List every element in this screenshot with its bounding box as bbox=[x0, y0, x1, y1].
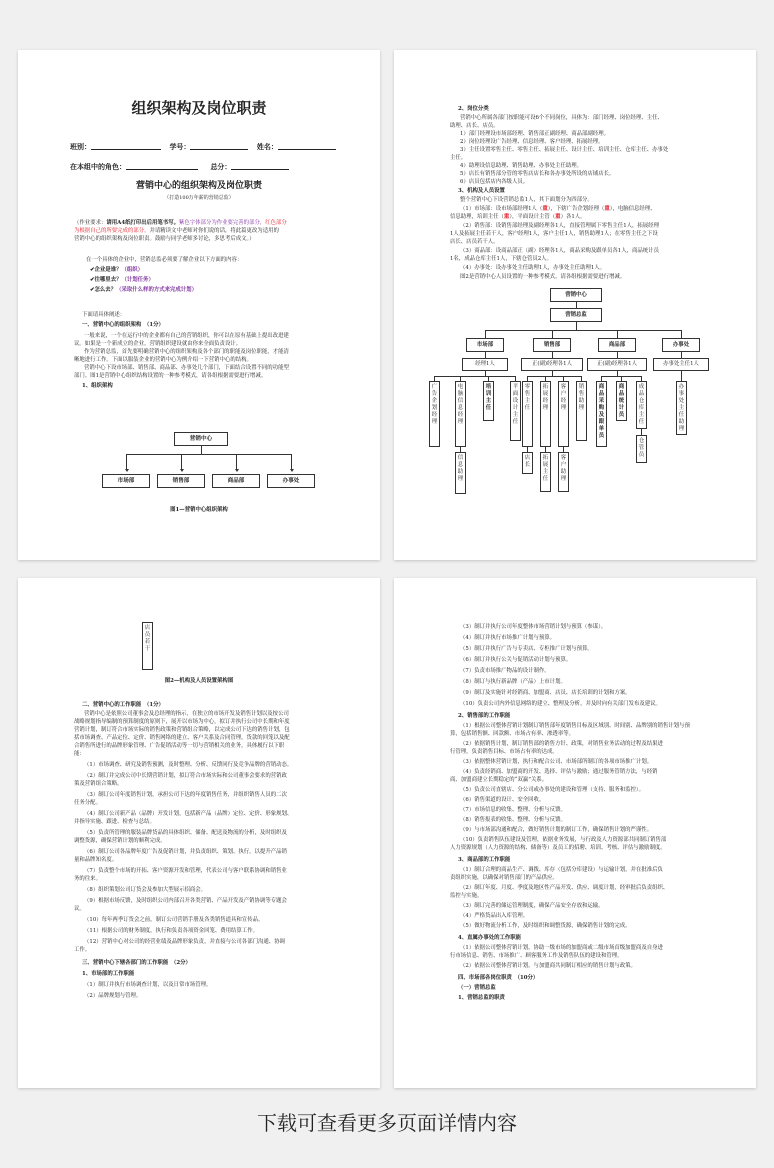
org-node-office: 办事处 bbox=[267, 474, 315, 488]
check-q-2: ✔往哪里去？ bbox=[90, 277, 122, 283]
list-item: 议。 bbox=[74, 906, 85, 912]
list-item: （3）制订并执行公司年度整体市场营销计划与预算（参谋）。 bbox=[460, 624, 607, 630]
para-line: 1）部门经理设市场部经理、销售部正副经理、商品部副经理。 bbox=[460, 131, 609, 137]
para-line: 一般来说，一个在运行中的企业都有自己的营销组织，你可以在原有基础上提出改进建 bbox=[84, 333, 289, 339]
list-item: 责组织实施，以确保对销售部门的产品供应。 bbox=[450, 875, 558, 881]
chart2-role: 电脑信息经理 bbox=[455, 381, 466, 447]
list-item: 行管理，负责销售目标、市场占有率的达成。 bbox=[450, 749, 558, 755]
list-item: （6）制订并执行公关与促销活动计划与预算。 bbox=[460, 657, 572, 663]
list-item: （10）每年两季订货会之前，制订公司营销手册及各类销售道具和宣传品。 bbox=[84, 917, 264, 923]
para-line: 作为营销总监，首先要明确营销中心的组织架构及各个部门的职能及岗位职能，才能清 bbox=[84, 349, 289, 355]
org-node-market: 市场部 bbox=[102, 474, 150, 488]
list-item: 调整货源，确保营销计划的顺利完成。 bbox=[74, 838, 166, 844]
subsection-heading: 1、市场部的工作职能 bbox=[82, 971, 135, 977]
para-line: 营销中心下设市场部、销售部、商品部、办事处几个部门，下面结合设置不同的功能型 bbox=[84, 365, 289, 371]
chart2-mgr-office: 办事处主任1人 bbox=[653, 358, 709, 371]
check-a-2: （计划任务） bbox=[121, 277, 154, 283]
figure-caption: 图1—营销中心组织架构 bbox=[170, 507, 228, 513]
chart2-role: 平面设计主任 bbox=[510, 381, 521, 441]
para-line: 1人及拓展主任若干人，客户经理1人，客户主任1人，销售助理1人；在零售主任之下设 bbox=[450, 231, 658, 237]
connector bbox=[201, 446, 202, 454]
txt: 信息助理，培训主任（ bbox=[450, 214, 504, 220]
id-label: 学号： bbox=[169, 142, 191, 151]
para-line bbox=[450, 214, 586, 222]
chart2-role: 商品采购及跟单员 bbox=[596, 381, 607, 447]
arrow-head bbox=[125, 469, 129, 472]
chart2-dept-goods: 商品部 bbox=[598, 338, 636, 352]
tag-red: 重 bbox=[555, 214, 561, 220]
subsection-heading: （一）营销总监 bbox=[458, 985, 496, 991]
list-item: （4）负责经销商、加盟商的开发、选择、评估与激励；通过服务管销方法，与经销 bbox=[460, 769, 658, 775]
section-heading: 二、营销中心的工作职能 （1分） bbox=[82, 702, 164, 708]
req-seg-5: 为根据自己的所要完成的部分， bbox=[74, 228, 150, 234]
para-line: 店长、店员若干人。 bbox=[450, 239, 499, 245]
name-label: 姓名： bbox=[256, 142, 278, 151]
connector bbox=[181, 454, 182, 470]
connector bbox=[576, 322, 577, 330]
check-a-3: （采取什么样的方式来完成计划） bbox=[116, 287, 197, 293]
chart2-sub: 仓管员 bbox=[636, 435, 647, 463]
requirement-line-3: 营销中心的组织架构及岗位职责。鼓励与同学老师多讨论，多思考后成文。） bbox=[74, 236, 255, 242]
connector bbox=[681, 371, 682, 381]
list-item: （8）组织策划公司订货会及参加大型展示招商会。 bbox=[84, 887, 207, 893]
list-item: （1）根据公司整体营销计划制订销售部年度销售目标及区域别、时间别、品牌别的销售计划与预 bbox=[460, 723, 690, 729]
chart2-dept-sales: 销售部 bbox=[533, 338, 571, 352]
list-item: （6）销售渠道的设计、安全回收。 bbox=[460, 797, 545, 803]
chart2-role: 商品统计员 bbox=[616, 381, 627, 421]
req-seg-3: 紫色字体部分为作业要完善的部分， bbox=[178, 220, 266, 226]
document-page-3 bbox=[18, 578, 380, 1088]
org-node-root: 营销中心 bbox=[174, 432, 228, 446]
list-item: （5）负责所管理的服装品牌货品的具体组织、储备、配送及物流的分析，及时组织及 bbox=[84, 830, 287, 836]
score-blank[interactable] bbox=[231, 162, 289, 170]
list-item: 算，包括销售额、回款额、市场占有率、渗透率等。 bbox=[450, 731, 574, 737]
para-line: 1名，成品仓库主任1人，下辖仓管员2人。 bbox=[450, 256, 552, 262]
list-item: （8）销售报表的收集、整理、分析与反馈。 bbox=[460, 817, 566, 823]
list-item: （2）依据公司整体营销计划，与加盟商共同制订相应的销售计划与政策。 bbox=[460, 963, 636, 969]
req-seg-6: 并请精读文中老师对你们说的话，将此篇更改为适用的 bbox=[149, 228, 279, 234]
para-line: （4）办事处：设办事处主任助理1人，办事处主任助理1人。 bbox=[460, 265, 606, 271]
list-item: 人力资源规划（人力资源的结构、储备等）及员工的招聘、培训、考核、评估与激励制度。 bbox=[450, 845, 666, 851]
para-line: 营销计划，制订符合市场实际的销售政策和营销组合策略，以完成公司下达的销售计划，包 bbox=[74, 727, 290, 733]
list-item: （8）制订与执行新品牌（产品）上市计划。 bbox=[460, 679, 566, 685]
list-item: （7）负责整个市场的开拓、客户资源开发和管理，代表公司与客户联系协调和销售业 bbox=[84, 868, 287, 874]
connector bbox=[527, 376, 581, 377]
org-node-sales: 销售部 bbox=[157, 474, 205, 488]
para-line: 合销售所进行的品牌形象管理、广告促销活动等一切与营销相关的业务，具体履行以下职 bbox=[74, 743, 285, 749]
chart2-sub: 客户助理 bbox=[558, 452, 569, 492]
connector bbox=[126, 454, 127, 470]
connector bbox=[434, 376, 516, 377]
connector bbox=[236, 454, 237, 470]
chart2-sub: 信息助理 bbox=[455, 452, 466, 494]
score-label: 总分： bbox=[210, 162, 232, 171]
para-line: 4）助理设信息助理、销售助理、办事处主任助理。 bbox=[460, 163, 583, 169]
intro-text: 在一个具体的企业中，营销总监必须要了解企业以下方面的内容： bbox=[86, 257, 243, 263]
requirement-line-1 bbox=[74, 220, 287, 228]
list-item: （4）制订公司新产品（品牌）开发计划，包括新产品（品牌）定位、定价、形象规划、 bbox=[84, 811, 293, 817]
chart2-role: 客户经理 bbox=[558, 381, 569, 447]
list-item: （7）市场信息的收集、整理、分析与反馈。 bbox=[460, 807, 566, 813]
chart2-dept-market: 市场部 bbox=[466, 338, 504, 352]
chart2-mgr-sales: 正(副)经理各1人 bbox=[521, 358, 583, 371]
txt: ），平面设计主管（ bbox=[509, 214, 556, 220]
role-blank[interactable] bbox=[126, 162, 198, 170]
list-item: （10）负责公司内外信息网络的建立、整理及分析，并及时向有关部门发布及建议。 bbox=[460, 701, 661, 707]
req-seg-4: 红色部分 bbox=[265, 220, 287, 226]
list-item: 并指导实施、跟进、检查与总结。 bbox=[74, 819, 155, 825]
list-item: （9）与市场部沟通和配合，做好销售计划的制订工作，确保销售计划的严谨性。 bbox=[460, 827, 653, 833]
connector bbox=[126, 454, 291, 455]
list-item: 监控与实施。 bbox=[450, 893, 483, 899]
list-item: （10）负责销售队伍建设及管理，依据业务发展，与行政及人力资源部共同制订销售部 bbox=[460, 837, 667, 843]
section-subtitle: 营销中心的组织架构及岗位职责 bbox=[135, 181, 262, 191]
req-seg-1: （作业要求： bbox=[74, 220, 107, 226]
chart2-director: 营销总监 bbox=[550, 308, 602, 322]
para-line: （3）商品部：设商品部正（副）经理各1人，商品采购及跟单员各1人，商品统计员 bbox=[460, 248, 659, 254]
list-item: （7）负责市场推广物品的设计制作。 bbox=[460, 668, 550, 674]
list-item: （2）制订年度、月度、季度及地区性产品开发、供应、调度计划，经审批后负责组织、 bbox=[460, 885, 669, 891]
para-line: 6）店员包括店内各级人员。 bbox=[460, 179, 529, 185]
connector bbox=[485, 330, 681, 331]
chart2-mgr-market: 经理1人 bbox=[462, 358, 508, 371]
list-item: （2）制订并完成公司中长期营销计划，拟订符合市场实际和公司董事会要求的营销政 bbox=[84, 773, 287, 779]
txt: （1）市场部：设市场部经理1人（ bbox=[460, 206, 543, 212]
chart2-role: 销售助理 bbox=[576, 381, 587, 441]
arrow-head bbox=[180, 469, 184, 472]
list-item: （5）制订并执行广告与专卖店、专柜推广计划与预算。 bbox=[460, 646, 593, 652]
para-line: 助理、店长、店员。 bbox=[450, 123, 499, 129]
subtitle-note: （打造100万年薪的营销总监） bbox=[164, 195, 234, 201]
para-line: 主任。 bbox=[450, 155, 467, 161]
tag-red: 重 bbox=[542, 206, 548, 212]
para-line: 图2是营销中心人员设置的一种参考模式，请各组根据需要进行增减。 bbox=[460, 274, 626, 280]
list-item: （4）严格货品出入库管理。 bbox=[460, 913, 529, 919]
page-title: 组织架构及岗位职责 bbox=[131, 99, 267, 117]
para-line: 战略规划指导编制的预算制度的原则下，展开以市场为中心，拟订并执行公司中长期和年度 bbox=[74, 719, 290, 725]
para-line bbox=[450, 206, 656, 214]
class-label: 班别： bbox=[70, 142, 91, 151]
list-item: （2）品牌规划与管理。 bbox=[84, 993, 142, 999]
list-item: （3）制订公司年度销售计划，承担公司下达的年度销售任务，并组织销售人员的二次 bbox=[84, 792, 287, 798]
chart2-staff-box: 店员若干 bbox=[142, 622, 153, 670]
section-heading: 三、营销中心下辖各部门的工作职能 （2分） bbox=[82, 960, 191, 966]
section-heading-1: 一、营销中心的组织架构 （1分） bbox=[82, 322, 164, 328]
check-item-2 bbox=[90, 277, 154, 285]
list-item: （3）依据整体营销计划，执行和配合公司、市场部所制订的各项市场推广计划。 bbox=[460, 759, 653, 765]
list-item: （5）负责公司直辖店、分公司或办事处的建设和管理（支持、服务和监控）。 bbox=[460, 787, 645, 793]
txt: ）各1人。 bbox=[560, 214, 586, 220]
para-line: 营销中心是依照公司董事会及总经理的指示，在独立的市场开发及销售计划以及按公司 bbox=[84, 711, 289, 717]
txt: ），下辖广告企划经理（ bbox=[547, 206, 605, 212]
detail-intro: 下面请具体阐述： bbox=[82, 312, 126, 318]
check-a-1: （组织） bbox=[121, 267, 144, 273]
list-item: 策及营销组合策略。 bbox=[74, 781, 123, 787]
list-item: （5）做好物流分析工作，及时组织和调整货源，确保销售计划的完成。 bbox=[460, 923, 631, 929]
para-line: 能： bbox=[74, 751, 85, 757]
figure-caption: 图2—机构及人员设置架构图 bbox=[164, 678, 234, 684]
chart2-dept-office: 办事处 bbox=[662, 338, 700, 352]
list-item: （2）依据销售计划，制订销售部的销售方针、政策，对销售业务活动的过程及结果进 bbox=[460, 741, 663, 747]
subsection-heading: 3、商品部的工作职能 bbox=[458, 857, 511, 863]
document-page-1 bbox=[18, 50, 380, 560]
chart2-role: 拓展经理 bbox=[540, 381, 551, 447]
subsection-heading: 1、营销总监的职责 bbox=[458, 995, 505, 1001]
check-item-3 bbox=[90, 287, 197, 295]
para-line: 议。如果是一个新成立的企业，营销组织建设就由你来全面负责设计。 bbox=[74, 341, 242, 347]
chart2-sub: 拓展主任 bbox=[540, 452, 551, 492]
para-line: 部门。图1是营销中心组织结构设置的一种参考模式，请各组根据需要进行增减。 bbox=[74, 373, 267, 379]
txt: ），电脑信息经理、 bbox=[609, 206, 656, 212]
connector bbox=[552, 330, 553, 338]
para-line: 5）店长有销售部分管的零售店店长和各办事处所设的店铺店长。 bbox=[460, 171, 615, 177]
list-item: （1）市场调查、研究及销售预测，及时整理、分析、反馈同行及竞争品牌的营销动态。 bbox=[84, 762, 293, 768]
id-blank[interactable] bbox=[190, 142, 248, 150]
para-line: 3）主任设置零售主任、零售主任、拓展主任、设计主任、培训主任、仓库主任、办事处 bbox=[460, 147, 669, 153]
subsection-heading: 4、直属办事处的工作职能 bbox=[458, 935, 522, 941]
list-item: 任务分配。 bbox=[74, 800, 101, 806]
chart2-root: 营销中心 bbox=[550, 288, 602, 302]
list-item: 务的往来。 bbox=[74, 876, 101, 882]
class-blank[interactable] bbox=[91, 142, 161, 150]
list-item: 工作。 bbox=[74, 947, 91, 953]
chart2-role: 培训主任 bbox=[483, 381, 494, 421]
chart2-role: 零售主任 bbox=[522, 381, 533, 447]
check-item-1 bbox=[90, 267, 143, 275]
list-item: （12）营销中心对公司的经营业绩及品牌形象负责，并直接与公司各部门沟通、协调 bbox=[84, 939, 285, 945]
para-line: 括市场调查、产品定位、定价、销售网络的建立、客户关系及合同管理，货款的回笼以及配 bbox=[74, 735, 290, 741]
list-item: （9）根据市场反馈，及时组织公司内部召开各类营销、产品开发及产销协调等专题会 bbox=[84, 898, 287, 904]
list-item: （1）制订并执行市场调查计划，以及日常市场管理。 bbox=[84, 982, 212, 988]
list-item: 商、加盟商建立长期稳定的“双赢”关系。 bbox=[450, 777, 548, 783]
connector bbox=[291, 454, 292, 470]
document-page-2 bbox=[394, 50, 756, 560]
connector bbox=[617, 330, 618, 338]
subsection-heading: 1、组织架构 bbox=[82, 383, 113, 389]
list-item: （6）制订公司各品牌年度广告及促销计划，并负责组织、策划、执行，以提升产品销 bbox=[84, 849, 287, 855]
download-more-prompt[interactable]: 下载可查看更多页面详情内容 bbox=[257, 1111, 517, 1135]
para-line: 2）岗位经理设广告经理、信息经理、客户经理、拓展经理。 bbox=[460, 139, 604, 145]
list-item: 量和品牌知名度。 bbox=[74, 857, 118, 863]
check-q-3: ✔怎么去？ bbox=[90, 287, 117, 293]
list-item: （3）制订完善的储运管理制度，确保产品安全存放和运输。 bbox=[460, 903, 604, 909]
para-line: 晰地进行工作。下面以服装企业的营销中心为例介绍一下营销中心的结构。 bbox=[74, 357, 252, 363]
chart2-sub: 店长 bbox=[522, 452, 533, 474]
tag-red: 重 bbox=[503, 214, 510, 220]
req-seg-2: 请用A4纸打印出后用笔书写。 bbox=[106, 220, 179, 226]
chart2-mgr-goods: 正(副)经理各1人 bbox=[587, 358, 647, 371]
document-page-4 bbox=[394, 578, 756, 1088]
section-heading: 2、岗位分类 bbox=[458, 106, 489, 112]
para-line: 营销中心所属各部门按职能可设6个不同岗位，具体为：部门经理、岗位经理、主任、 bbox=[460, 115, 663, 121]
section-heading: 3、机构及人员设置 bbox=[458, 188, 505, 194]
list-item: （1）制订合理的商品生产、调拨、库存（包括分库建设）与运输计划，并在批准后负 bbox=[460, 867, 663, 873]
list-item: （1）依据公司整体营销计划，协助一级市场的加盟商或二级市场首级加盟商及自身进 bbox=[460, 945, 663, 951]
para-line: （2）销售部：设销售部经理及副经理各1人，直接管理属下零售主任1人，拓展经理 bbox=[460, 223, 659, 229]
subsection-heading: 2、销售部的工作职能 bbox=[458, 713, 511, 719]
tag-red: 重 bbox=[604, 206, 610, 212]
arrow-head bbox=[290, 469, 294, 472]
list-item: （4）制订并执行市场推广计划与预算。 bbox=[460, 635, 556, 641]
requirement-line-2 bbox=[74, 228, 279, 236]
para-line: 整个营销中心下设营销总监1人，其下面划分为四部分。 bbox=[460, 197, 593, 203]
chart2-role: 办事处主任助理 bbox=[676, 381, 687, 435]
org-node-goods: 商品部 bbox=[212, 474, 260, 488]
connector bbox=[485, 330, 486, 338]
section-heading: 四、市场部各岗位职责 （10分） bbox=[458, 975, 539, 981]
chart2-role: 成品仓库主任 bbox=[636, 381, 647, 429]
student-info-row-2 bbox=[70, 162, 289, 172]
check-q-1: ✔企业是谁？ bbox=[90, 267, 122, 273]
student-info-row-1 bbox=[70, 142, 336, 152]
list-item: （9）制订及实施针对经销商、加盟商、店员、店长培训的计划和方案。 bbox=[460, 690, 631, 696]
list-item: 行市场信息、销售、市场推广、顾客服务工作及销售队伍的建设和管理。 bbox=[450, 953, 623, 959]
chart2-role: 广告企划经理 bbox=[429, 381, 440, 447]
role-label: 在本组中的角色： bbox=[70, 162, 126, 171]
name-blank[interactable] bbox=[278, 142, 336, 150]
arrow-head bbox=[235, 469, 239, 472]
connector bbox=[681, 330, 682, 338]
list-item: （11）根据公司的财务制度，执行和负责各项资金回笼、费用结算工作。 bbox=[84, 928, 258, 934]
